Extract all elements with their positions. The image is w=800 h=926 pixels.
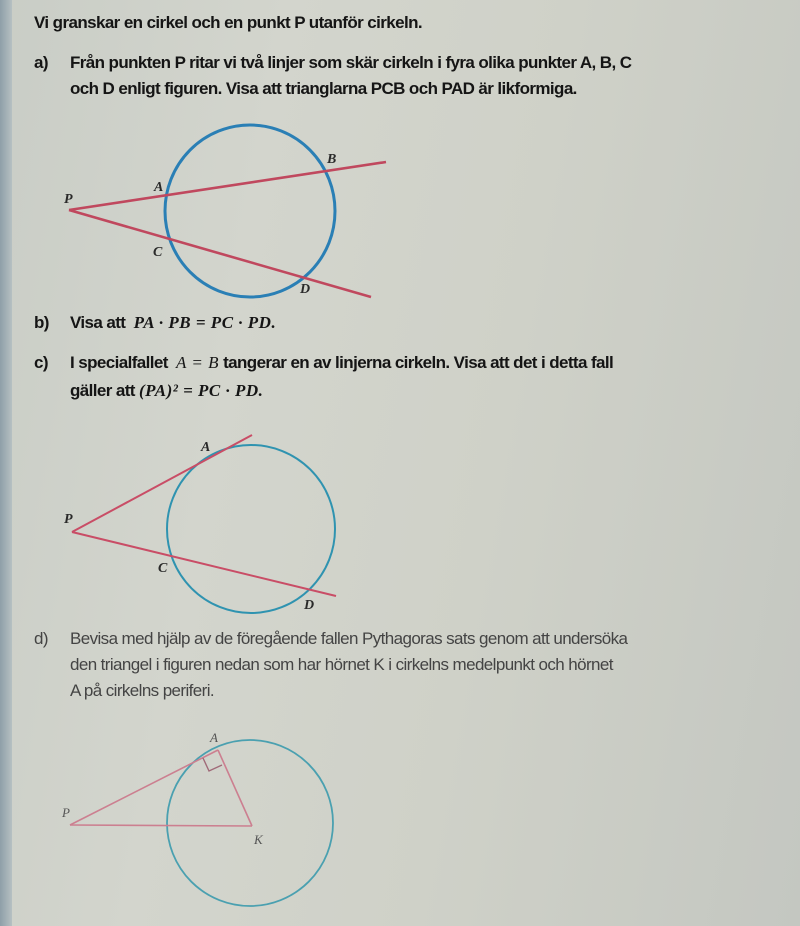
- fig3-label-P: P: [62, 805, 70, 820]
- part-d-label: d): [34, 629, 48, 648]
- fig1-label-D: D: [300, 282, 311, 297]
- intro-text: Vi granskar en cirkel och en punkt P utanför cirkeln.: [34, 13, 422, 32]
- right-angle-marker: [203, 758, 222, 771]
- part-b-label: b): [34, 313, 49, 332]
- part-d-text-1: Bevisa med hjälp av de föregående fallen Pythagoras sats genom att undersöka: [70, 629, 628, 648]
- part-c-formula-1: A = B: [176, 353, 219, 372]
- segment-PA: [70, 750, 218, 825]
- part-a-line2: och D enligt figuren. Visa att trianglarna PCB och PAD är likformiga.: [70, 79, 577, 98]
- fig3-label-A: A: [210, 730, 218, 745]
- part-c-label: c): [34, 353, 48, 372]
- part-d-line3: A på cirkelns periferi.: [70, 681, 214, 700]
- part-a-label: a): [34, 53, 48, 72]
- fig1-label-A: A: [154, 180, 164, 195]
- fig2-label-D: D: [304, 598, 315, 613]
- part-d-line2: den triangel i figuren nedan som har hörnet K i cirkelns medelpunkt och hörnet: [70, 655, 613, 674]
- part-c-line2-prefix: gäller att: [70, 381, 135, 400]
- fig1-label-B: B: [327, 152, 337, 167]
- fig2-label-C: C: [158, 561, 168, 576]
- part-c-formula-2: (PA)² = PC · PD.: [138, 381, 264, 400]
- fig3-label-K: K: [254, 832, 263, 847]
- fig2-label-P: P: [64, 512, 73, 527]
- part-b-formula: PA · PB = PC · PD.: [133, 313, 277, 332]
- part-c-prefix: I specialfallet: [70, 353, 168, 372]
- part-b-prefix: Visa att: [70, 313, 126, 332]
- segment-PK: [70, 825, 252, 826]
- fig1-label-P: P: [64, 192, 73, 207]
- fig2-label-A: A: [201, 440, 211, 455]
- part-a-text-1: Från punkten P ritar vi två linjer som skär cirkeln i fyra olika punkter A, B, C: [70, 53, 632, 72]
- part-c-suffix: tangerar en av linjerna cirkeln. Visa att det i detta fall: [223, 353, 614, 372]
- radius-AK: [218, 750, 252, 826]
- fig1-label-C: C: [153, 245, 163, 260]
